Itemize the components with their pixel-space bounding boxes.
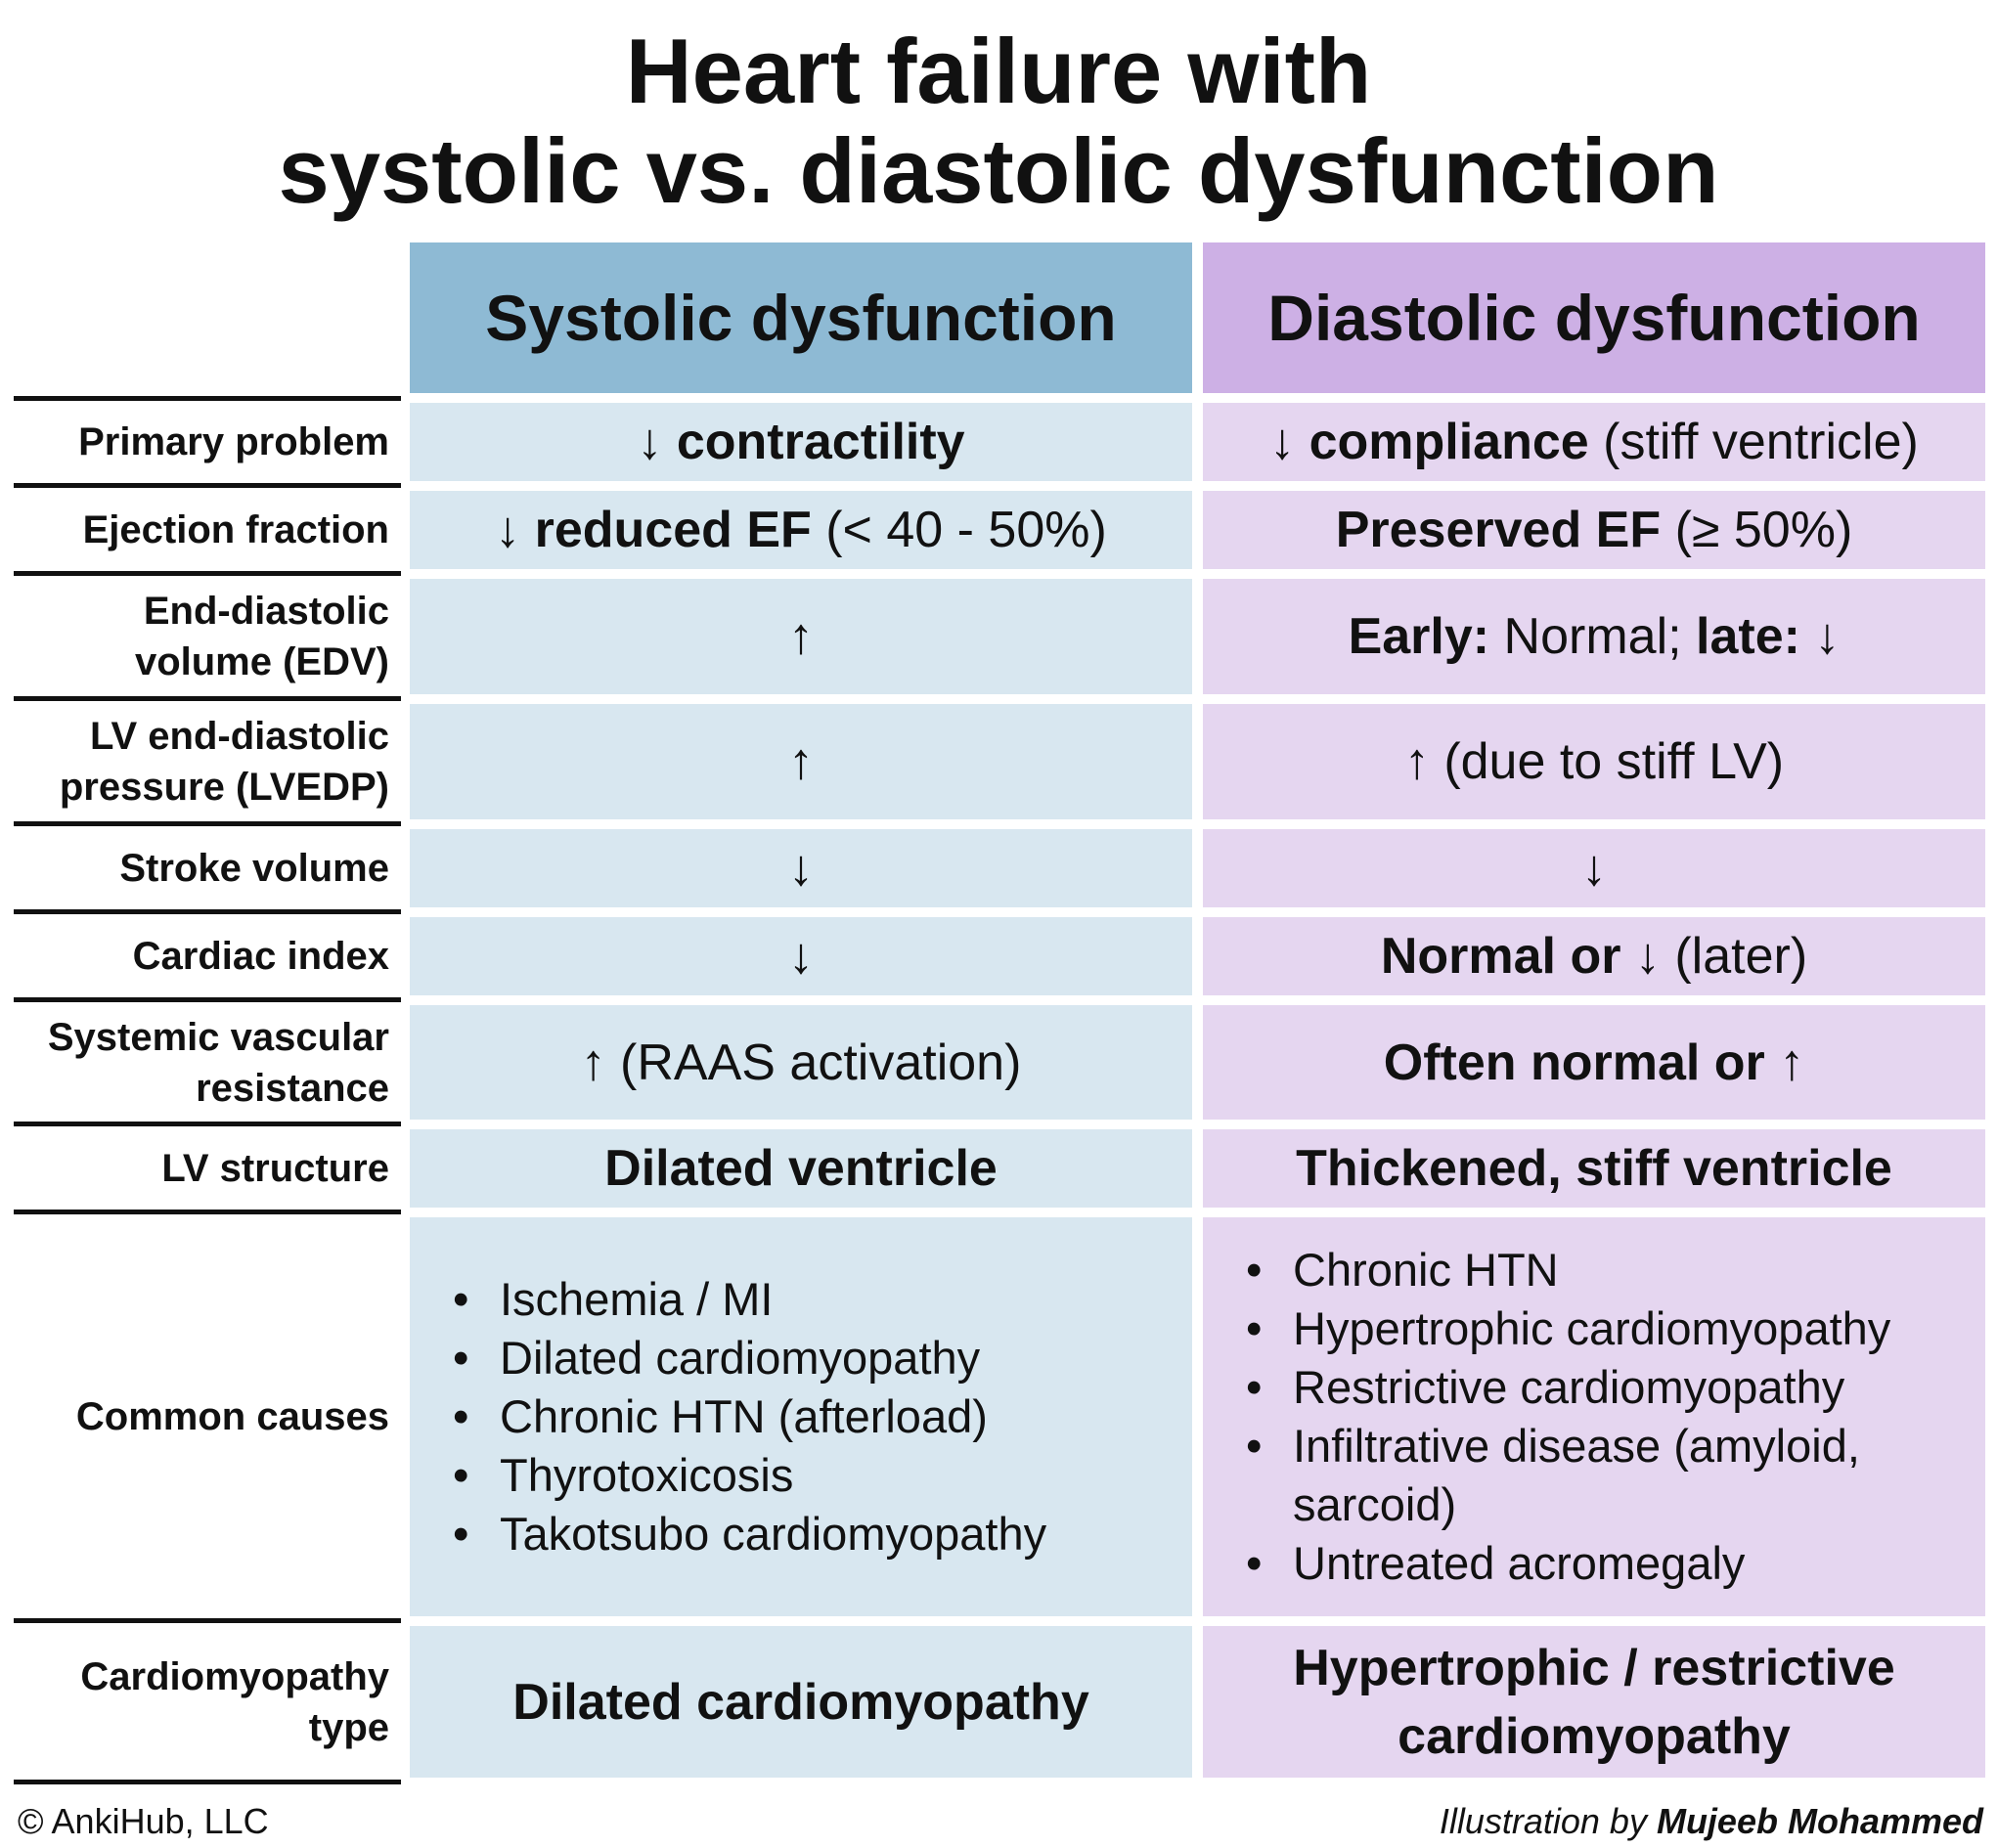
- edv-dia-b2: late:: [1696, 608, 1800, 665]
- causes-systolic-list: [445, 1270, 1046, 1563]
- cell-causes-systolic: [410, 1217, 1192, 1616]
- list-item: • Thyrotoxicosis: [445, 1446, 1046, 1505]
- edv-sys: ↑: [788, 608, 814, 665]
- row-label-common-causes: Common causes: [75, 1395, 389, 1438]
- causes-diastolic-list: [1238, 1241, 1966, 1593]
- credit-prefix: Illustration by: [1439, 1801, 1657, 1841]
- row-label-ejection-fraction: Ejection fraction: [82, 508, 389, 551]
- cell-primary-diastolic: [1203, 403, 1985, 481]
- ef-sys-rest: (< 40 - 50%): [811, 502, 1107, 558]
- row-label-svr: Systemic vascular resistance: [47, 1015, 389, 1110]
- struct-dia: Thickened, stiff ventricle: [1296, 1140, 1892, 1197]
- list-item: • Hypertrophic cardiomyopathy: [1238, 1299, 1966, 1358]
- cell-lvedp-systolic: [410, 704, 1192, 819]
- list-item: • Takotsubo cardiomyopathy: [445, 1505, 1046, 1563]
- row-label-lvedp: LV end-diastolic pressure (LVEDP): [59, 715, 389, 809]
- row-divider: [14, 1122, 401, 1126]
- title-line-1: Heart failure with: [625, 20, 1372, 122]
- cell-edv-diastolic: [1203, 579, 1985, 694]
- edv-dia-b1: Early:: [1348, 608, 1490, 665]
- cell-edv-systolic: [410, 579, 1192, 694]
- ef-dia-bold: Preserved EF: [1335, 502, 1662, 558]
- cell-sv-diastolic: [1203, 829, 1985, 907]
- title-line-2: systolic vs. diastolic dysfunction: [278, 119, 1719, 222]
- row-label-stroke-volume: Stroke volume: [119, 847, 389, 890]
- list-item: • Dilated cardiomyopathy: [445, 1329, 1046, 1387]
- cell-ci-systolic: [410, 917, 1192, 995]
- svr-dia-bold: Often normal or ↑: [1383, 1034, 1805, 1091]
- cell-lvedp-diastolic: ↑ (due to stiff LV): [1203, 704, 1985, 819]
- list-item: • Infiltrative disease (amyloid, sarcoid): [1238, 1417, 1966, 1534]
- edv-dia-t1: Normal;: [1489, 608, 1697, 665]
- header-systolic: Systolic dysfunction: [410, 242, 1192, 393]
- cell-primary-systolic: [410, 403, 1192, 481]
- cm-sys: Dilated cardiomyopathy: [512, 1673, 1089, 1731]
- row-divider: [14, 571, 401, 576]
- row-divider: [14, 1618, 401, 1623]
- illustration-credit: [1440, 1801, 1983, 1842]
- cell-causes-diastolic: [1203, 1217, 1985, 1616]
- list-item: • Restrictive cardiomyopathy: [1238, 1358, 1966, 1417]
- ci-dia-rest: (later): [1660, 928, 1808, 985]
- struct-sys: Dilated ventricle: [604, 1140, 998, 1197]
- ci-sys: ↓: [788, 928, 814, 985]
- row-label-cardiac-index: Cardiac index: [132, 935, 389, 978]
- cell-cm-diastolic: [1203, 1626, 1985, 1778]
- row-divider: [14, 1780, 401, 1784]
- list-item: • Chronic HTN (afterload): [445, 1387, 1046, 1446]
- primary-sys-bold: ↓ contractility: [637, 414, 965, 470]
- ef-dia-rest: (≥ 50%): [1661, 502, 1853, 558]
- row-divider: [14, 696, 401, 701]
- cell-structure-systolic: [410, 1129, 1192, 1208]
- primary-dia-rest: (stiff ventricle): [1588, 414, 1919, 470]
- sv-sys: ↓: [788, 840, 814, 897]
- cell-svr-systolic: ↑ (RAAS activation): [410, 1005, 1192, 1120]
- credit-name: Mujeeb Mohammed: [1656, 1801, 1983, 1841]
- copyright-text: © AnkiHub, LLC: [18, 1801, 269, 1841]
- row-divider: [14, 396, 401, 401]
- lvedp-sys: ↑: [788, 733, 814, 790]
- row-divider: [14, 821, 401, 826]
- primary-dia-bold: ↓ compliance: [1269, 414, 1589, 470]
- ef-sys-bold: ↓ reduced EF: [495, 502, 812, 558]
- row-label-cardiomyopathy-type: Cardiomyopathy type: [80, 1654, 389, 1749]
- cell-svr-diastolic: [1203, 1005, 1985, 1120]
- row-label-primary-problem: Primary problem: [78, 420, 389, 463]
- sv-dia: ↓: [1581, 840, 1607, 897]
- list-item: • Ischemia / MI: [445, 1270, 1046, 1329]
- edv-dia-t2: ↓: [1799, 608, 1841, 665]
- row-divider: [14, 483, 401, 488]
- row-label-lv-structure: LV structure: [161, 1147, 389, 1190]
- page-title: [0, 22, 1997, 221]
- ci-dia-bold: Normal or ↓: [1380, 928, 1661, 985]
- list-item: • Chronic HTN: [1238, 1241, 1966, 1299]
- cell-cm-systolic: [410, 1626, 1192, 1778]
- cell-ef-systolic: [410, 491, 1192, 569]
- row-divider: [14, 909, 401, 914]
- list-item: • Untreated acromegaly: [1238, 1534, 1966, 1593]
- row-divider: [14, 1210, 401, 1214]
- cell-ef-diastolic: [1203, 491, 1985, 569]
- row-label-edv: End-diastolic volume (EDV): [134, 590, 389, 683]
- cell-sv-systolic: [410, 829, 1192, 907]
- cm-dia: Hypertrophic / restrictive cardiomyopathy: [1293, 1639, 1895, 1765]
- header-diastolic: Diastolic dysfunction: [1203, 242, 1985, 393]
- cell-structure-diastolic: [1203, 1129, 1985, 1208]
- row-divider: [14, 997, 401, 1002]
- cell-ci-diastolic: [1203, 917, 1985, 995]
